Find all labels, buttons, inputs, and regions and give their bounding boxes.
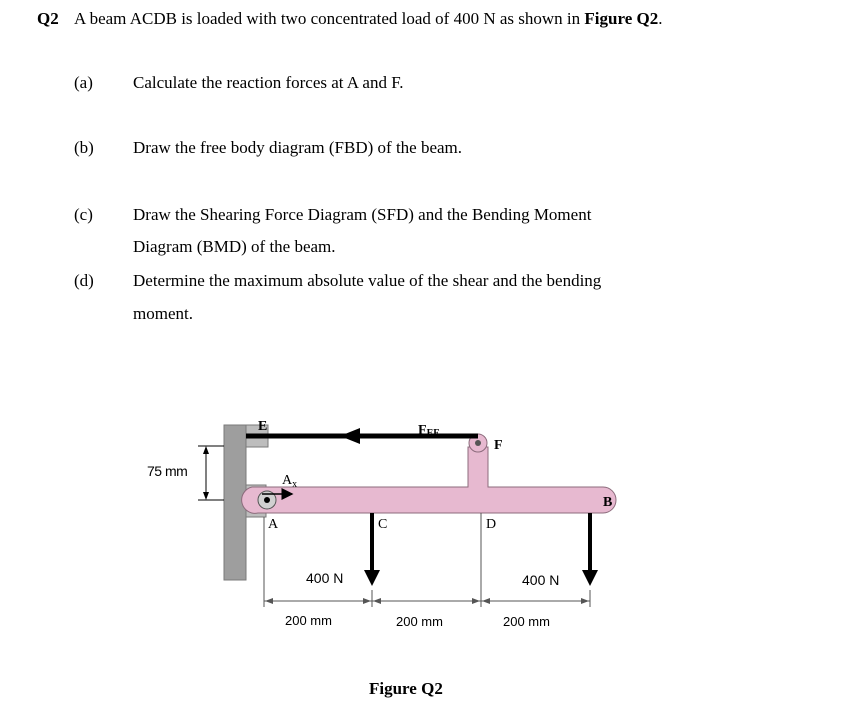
force-fef-arrow: [340, 428, 360, 444]
span-1-label: 200 mm: [285, 613, 332, 628]
part-d-text-line2: moment.: [133, 304, 193, 323]
beam: [242, 447, 616, 513]
question-stem-end: .: [658, 9, 663, 28]
label-e: E: [258, 419, 268, 434]
figure-caption: Figure Q2: [369, 679, 443, 698]
dim-75-arrow-down: [203, 492, 209, 500]
part-b-text: Draw the free body diagram (FBD) of the beam.: [133, 138, 463, 157]
span-arrow-2r: [472, 598, 480, 604]
pin-f-center: [475, 440, 481, 446]
part-c-text-line2: Diagram (BMD) of the beam.: [133, 237, 336, 256]
part-d-text-line1: Determine the maximum absolute value of the shear and the bending: [133, 271, 602, 290]
load-b-label: 400 N: [522, 572, 560, 588]
part-a-text: Calculate the reaction forces at A and F.: [133, 73, 404, 92]
label-fef: [418, 423, 439, 439]
label-ax: [282, 473, 297, 490]
span-3-label: 200 mm: [503, 614, 550, 629]
load-b-arrowhead: [582, 570, 598, 586]
part-b-label: (b): [74, 138, 94, 157]
label-f: F: [494, 438, 503, 453]
figure-reference: Figure Q2: [584, 9, 659, 28]
label-ax-main: A: [282, 473, 293, 488]
span-arrow-3l: [482, 598, 490, 604]
label-b: B: [603, 495, 613, 510]
label-c: C: [378, 517, 388, 532]
label-fef-sub: EF: [426, 428, 440, 439]
part-a-label: (a): [74, 73, 93, 92]
label-fef-main: F: [418, 423, 427, 438]
dim-75-label: 75 mm: [147, 463, 188, 479]
part-d-label: (d): [74, 271, 94, 290]
part-c-text-line1: Draw the Shearing Force Diagram (SFD) and the Bending Moment: [133, 205, 592, 224]
span-arrow-2l: [373, 598, 381, 604]
label-ax-sub: x: [292, 479, 298, 490]
label-d: D: [486, 517, 497, 532]
dim-75-arrow-up: [203, 446, 209, 454]
load-c-arrowhead: [364, 570, 380, 586]
part-c-label: (c): [74, 205, 93, 224]
question-number: Q2: [37, 9, 59, 28]
label-a: A: [268, 517, 279, 532]
question-stem-text: A beam ACDB is loaded with two concentrated load of 400 N as shown in: [74, 9, 581, 28]
span-arrow-3r: [581, 598, 589, 604]
pin-a-center: [264, 497, 270, 503]
span-2-label: 200 mm: [396, 614, 443, 629]
span-arrow-1l: [265, 598, 273, 604]
load-c-label: 400 N: [306, 570, 344, 586]
span-arrow-1r: [363, 598, 371, 604]
